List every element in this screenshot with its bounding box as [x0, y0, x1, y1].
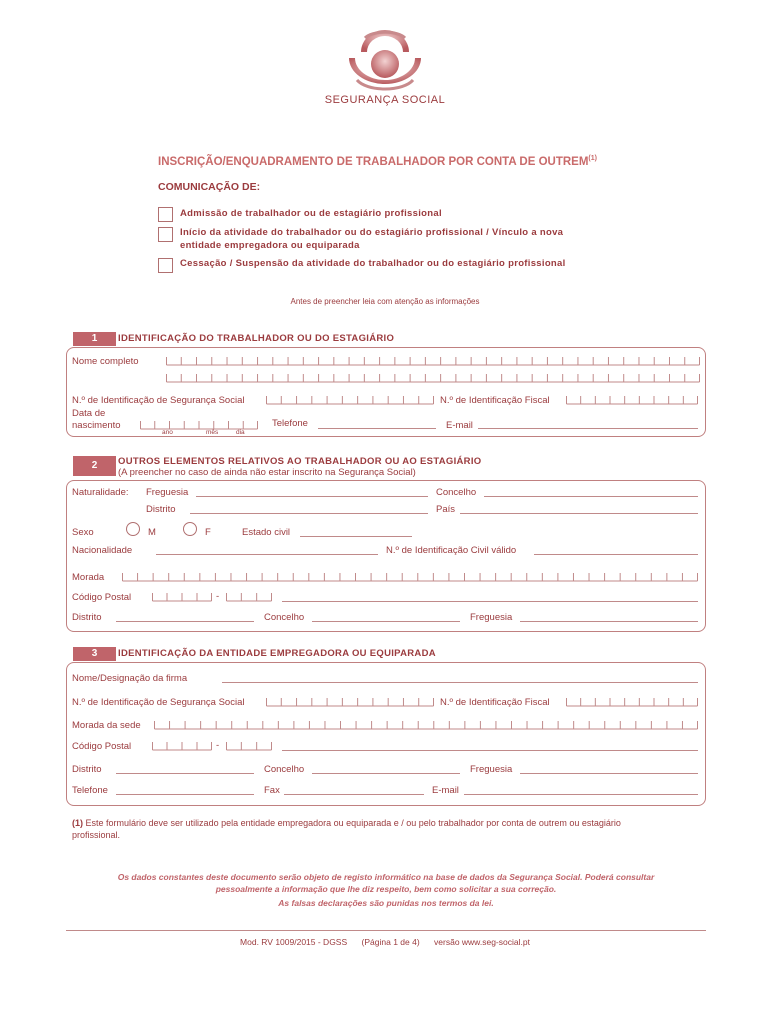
nacionalidade-field[interactable] [156, 554, 378, 555]
concelho-nat-label: Concelho [436, 487, 477, 498]
form-title [158, 155, 597, 168]
entidade-concelho-field[interactable] [312, 773, 460, 774]
footnote-line-1: Este formulário deve ser utilizado pela entidade empregadora ou equiparada e / ou pelo trabalhador por conta de outrem ou estagiário [85, 818, 621, 828]
disclaimer-line-1: Os dados constantes deste documento serão objeto de registo informático na base de dados da Segurança Social. Poderá consultar [117, 872, 655, 882]
footer-model: Mod. RV 1009/2015 - DGSS [240, 937, 348, 947]
section-3-title: IDENTIFICAÇÃO DA ENTIDADE EMPREGADORA OU EQUIPARADA [118, 648, 436, 659]
data-nascimento-label-2: nascimento [72, 420, 121, 431]
communication-subtitle: COMUNICAÇÃO DE: [158, 181, 261, 193]
codigo-postal-field-2[interactable] [226, 590, 272, 602]
title-text: INSCRIÇÃO/ENQUADRAMENTO DE TRABALHADOR POR CONTA DE OUTREM [158, 155, 589, 168]
checkbox-cessacao[interactable] [158, 258, 173, 273]
title-note: (1) [588, 155, 597, 162]
naturalidade-label: Naturalidade: [72, 487, 129, 498]
freguesia-label: Freguesia [470, 612, 513, 623]
concelho-nat-field[interactable] [484, 496, 698, 497]
footer-page: (Página 1 de 4) [361, 937, 420, 947]
nacionalidade-label: Nacionalidade [72, 545, 133, 556]
entidade-codigo-postal-field-2[interactable] [226, 739, 272, 751]
entidade-fax-label: Fax [264, 785, 280, 796]
localidade-field[interactable] [282, 601, 698, 602]
email-label: E-mail [446, 420, 473, 431]
entidade-fax-field[interactable] [284, 794, 424, 795]
telefone-label: Telefone [272, 418, 308, 429]
logo-text: SEGURANÇA SOCIAL [324, 94, 446, 106]
nome-completo-label: Nome completo [72, 356, 139, 367]
freguesia-field[interactable] [520, 621, 698, 622]
option-admissao-label: Admissão de trabalhador ou de estagiário profissional [180, 208, 442, 219]
morada-sede-field[interactable] [154, 718, 698, 730]
disclaimer-line-3: As falsas declarações são punidas nos termos da lei. [278, 898, 494, 908]
concelho-field[interactable] [312, 621, 460, 622]
entidade-distrito-field[interactable] [116, 773, 254, 774]
distrito-nat-label: Distrito [146, 504, 176, 515]
estado-civil-field[interactable] [300, 536, 412, 537]
footer-divider [66, 930, 706, 931]
entidade-email-label: E-mail [432, 785, 459, 796]
footnote-mark: (1) [72, 818, 83, 828]
data-nascimento-label: Data de [72, 408, 106, 419]
estado-civil-label: Estado civil [242, 527, 291, 538]
concelho-label: Concelho [264, 612, 305, 623]
footnote-line-2: profissional. [72, 830, 121, 840]
firma-label: Nome/Designação da firma [72, 673, 188, 684]
sexo-m-radio[interactable] [126, 522, 140, 536]
email-field[interactable] [478, 428, 698, 429]
mes-label: mês [206, 429, 219, 436]
footer [0, 937, 770, 947]
instructions-note: Antes de preencher leia com atenção as informações [290, 297, 480, 306]
section-2-number: 2 [73, 456, 116, 476]
seguranca-social-logo-icon [335, 28, 435, 98]
option-cessacao-label: Cessação / Suspensão da atividade do trabalhador ou do estagiário profissional [180, 258, 566, 269]
nome-completo-field[interactable] [166, 354, 700, 384]
entidade-distrito-label: Distrito [72, 764, 102, 775]
section-1-title: IDENTIFICAÇÃO DO TRABALHADOR OU DO ESTAGIÁRIO [118, 333, 395, 344]
section-2-title: OUTROS ELEMENTOS RELATIVOS AO TRABALHADOR OU AO ESTAGIÁRIO [118, 456, 482, 467]
entidade-freguesia-field[interactable] [520, 773, 698, 774]
footnote [72, 817, 712, 841]
entidade-niss-label: N.º de Identificação de Segurança Social [72, 697, 245, 708]
nic-label: N.º de Identificação Civil válido [386, 545, 517, 556]
entidade-niss-field[interactable] [266, 695, 434, 707]
freguesia-nat-label: Freguesia [146, 487, 189, 498]
entidade-codigo-postal-dash: - [216, 740, 220, 751]
footer-version: versão www.seg-social.pt [434, 937, 530, 947]
morada-sede-label: Morada da sede [72, 720, 141, 731]
option-inicio-label-2: entidade empregadora ou equiparada [180, 240, 360, 251]
distrito-field[interactable] [116, 621, 254, 622]
morada-label: Morada [72, 572, 105, 583]
entidade-concelho-label: Concelho [264, 764, 305, 775]
sexo-m-label: M [148, 527, 156, 538]
entidade-nif-label: N.º de Identificação Fiscal [440, 697, 550, 708]
section-2-box [66, 480, 706, 632]
freguesia-nat-field[interactable] [196, 496, 428, 497]
section-1-number: 1 [73, 332, 116, 346]
entidade-codigo-postal-label: Código Postal [72, 741, 132, 752]
checkbox-inicio[interactable] [158, 227, 173, 242]
firma-field[interactable] [222, 682, 698, 683]
ano-label: ano [162, 429, 173, 436]
checkbox-admissao[interactable] [158, 207, 173, 222]
telefone-field[interactable] [318, 428, 436, 429]
entidade-telefone-label: Telefone [72, 785, 108, 796]
codigo-postal-field-1[interactable] [152, 590, 212, 602]
distrito-nat-field[interactable] [190, 513, 428, 514]
codigo-postal-label: Código Postal [72, 592, 132, 603]
distrito-label: Distrito [72, 612, 102, 623]
pais-field[interactable] [460, 513, 698, 514]
nif-field[interactable] [566, 393, 698, 405]
disclaimer-line-2: pessoalmente a informação que lhe diz respeito, bem como solicitar a sua correção. [215, 884, 557, 894]
pais-label: País [436, 504, 456, 515]
section-2-subtitle: (A preencher no caso de ainda não estar inscrito na Segurança Social) [118, 467, 416, 478]
entidade-telefone-field[interactable] [116, 794, 254, 795]
option-inicio-label: Início da atividade do trabalhador ou do estagiário profissional / Vínculo a nova [180, 227, 564, 238]
entidade-nif-field[interactable] [566, 695, 698, 707]
sexo-f-radio[interactable] [183, 522, 197, 536]
morada-field[interactable] [122, 570, 698, 582]
section-3-number: 3 [73, 647, 116, 661]
nic-field[interactable] [534, 554, 698, 555]
niss-label: N.º de Identificação de Segurança Social [72, 395, 245, 406]
entidade-codigo-postal-field-1[interactable] [152, 739, 212, 751]
niss-field[interactable] [266, 393, 434, 405]
data-protection-disclaimer [66, 871, 706, 909]
entidade-email-field[interactable] [464, 794, 698, 795]
entidade-freguesia-label: Freguesia [470, 764, 513, 775]
nif-label: N.º de Identificação Fiscal [440, 395, 550, 406]
dia-label: dia [236, 429, 245, 436]
sexo-label: Sexo [72, 527, 94, 538]
codigo-postal-dash: - [216, 591, 220, 602]
entidade-localidade-field[interactable] [282, 750, 698, 751]
sexo-f-label: F [205, 527, 211, 538]
